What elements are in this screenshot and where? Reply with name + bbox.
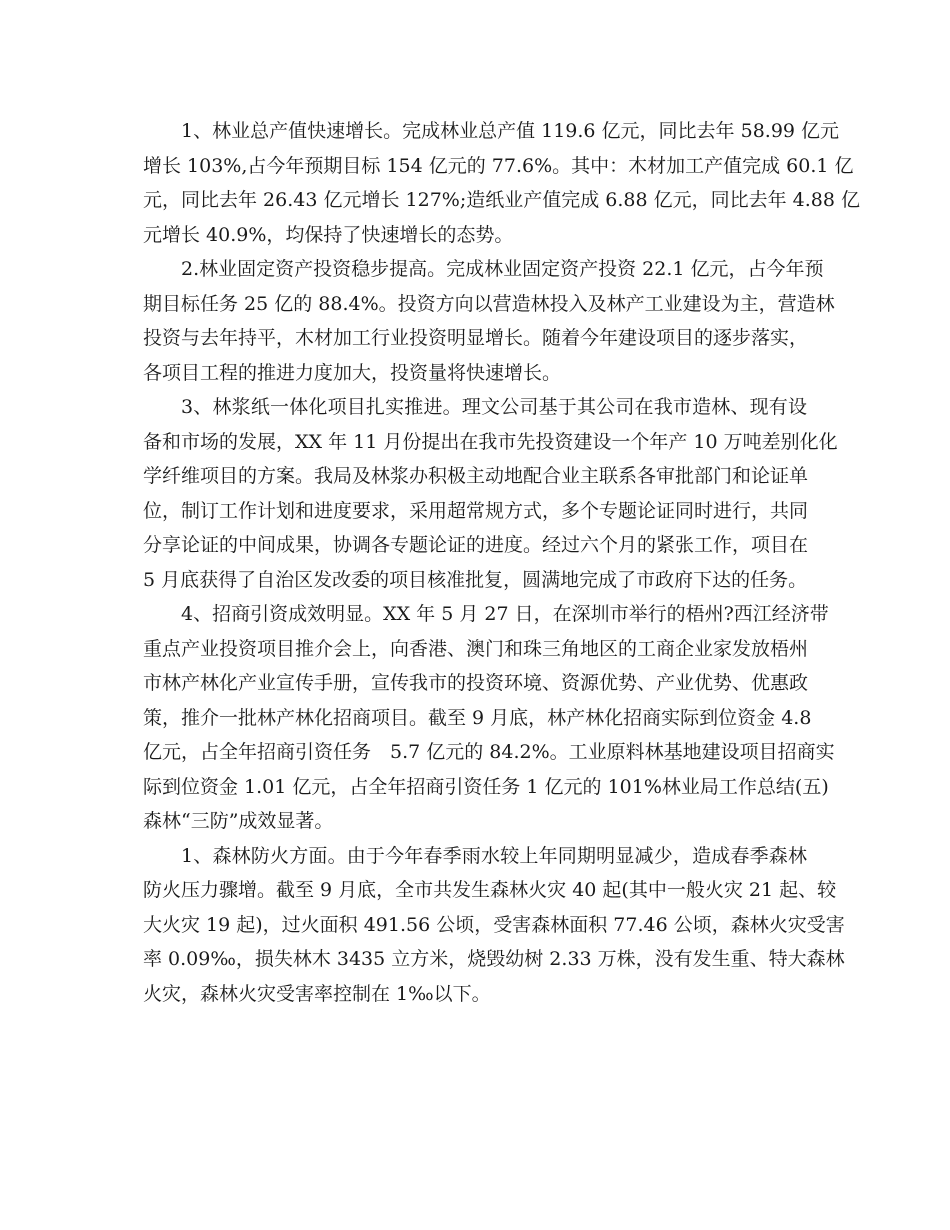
text-line: 1、森林防火方面。由于今年春季雨水较上年同期明显减少，造成春季森林 <box>181 844 807 867</box>
text-line: 防火压力骤增。截至 9 月底，全市共发生森林火灾 40 起(其中一般火灾 21 起、较 <box>143 879 837 901</box>
text-line: 位，制订工作计划和进度要求，采用超常规方式，多个专题论证同时进行，共同 <box>143 499 809 522</box>
text-line: 际到位资金 1.01 亿元，占全年招商引资任务 1 亿元的 101%林业局工作总结(五) <box>143 775 829 798</box>
text-line: 学纤维项目的方案。我局及林浆办积极主动地配合业主联系各审批部门和论证单 <box>143 465 809 487</box>
text-line: 亿元，占全年招商引资任务 5.7 亿元的 84.2%。工业原料林基地建设项目招商实 <box>143 741 835 763</box>
paragraph-forestry-output <box>143 114 861 252</box>
paragraph-fixed-asset-investment <box>143 252 835 390</box>
text-line: 元增长 40.9%，均保持了快速增长的态势。 <box>143 223 514 246</box>
text-line: 大火灾 19 起)，过火面积 491.56 公顷，受害森林面积 77.46 公顷，森林火灾受害 <box>143 913 845 936</box>
text-line: 5 月底获得了自治区发改委的项目核准批复，圆满地完成了市政府下达的任务。 <box>143 568 808 591</box>
document-body <box>143 114 861 1011</box>
paragraph-pulp-paper-project <box>143 390 838 597</box>
text-line: 市林产林化产业宣传手册，宣传我市的投资环境、资源优势、产业优势、优惠政 <box>143 672 809 694</box>
text-line: 率 0.09‰，损失林木 3435 立方米，烧毁幼树 2.33 万株，没有发生重、特大森林 <box>143 948 845 970</box>
text-line: 火灾，森林火灾受害率控制在 1‰以下。 <box>143 982 491 1005</box>
text-line: 2.林业固定资产投资稳步提高。完成林业固定资产投资 22.1 亿元，占今年预 <box>181 258 824 280</box>
text-line: 4、招商引资成效明显。XX 年 5 月 27 日，在深圳市举行的梧州?西江经济带 <box>181 603 829 625</box>
text-line: 策，推介一批林产林化招商项目。截至 9 月底，林产林化招商实际到位资金 4.8 <box>143 706 812 729</box>
text-line: 分享论证的中间成果，协调各专题论证的进度。经过六个月的紧张工作，项目在 <box>143 534 809 556</box>
text-line: 投资与去年持平，木材加工行业投资明显增长。随着今年建设项目的逐步落实， <box>143 327 809 349</box>
text-line: 期目标任务 25 亿的 88.4%。投资方向以营造林投入及林产工业建设为主，营造林 <box>143 292 835 315</box>
text-line: 各项目工程的推进力度加大，投资量将快速增长。 <box>143 361 562 384</box>
text-line: 1、林业总产值快速增长。完成林业总产值 119.6 亿元，同比去年 58.99 亿元 <box>181 120 840 142</box>
text-line: 备和市场的发展，XX 年 11 月份提出在我市先投资建设一个年产 10 万吨差别化化 <box>143 430 838 453</box>
paragraph-forest-fire-prevention <box>143 839 845 1012</box>
text-line: 元，同比去年 26.43 亿元增长 127%;造纸业产值完成 6.88 亿元，同比去年 4.88 亿 <box>143 189 861 211</box>
text-line: 重点产业投资项目推介会上，向香港、澳门和珠三角地区的工商企业家发放梧州 <box>143 637 809 660</box>
paragraph-investment-attraction <box>143 597 835 839</box>
text-line: 森林“三防”成效显著。 <box>143 810 334 832</box>
text-line: 增长 103%,占今年预期目标 154 亿元的 77.6%。其中：木材加工产值完成 60.1 亿 <box>143 154 854 177</box>
text-line: 3、林浆纸一体化项目扎实推进。理文公司基于其公司在我市造林、现有设 <box>181 396 807 418</box>
